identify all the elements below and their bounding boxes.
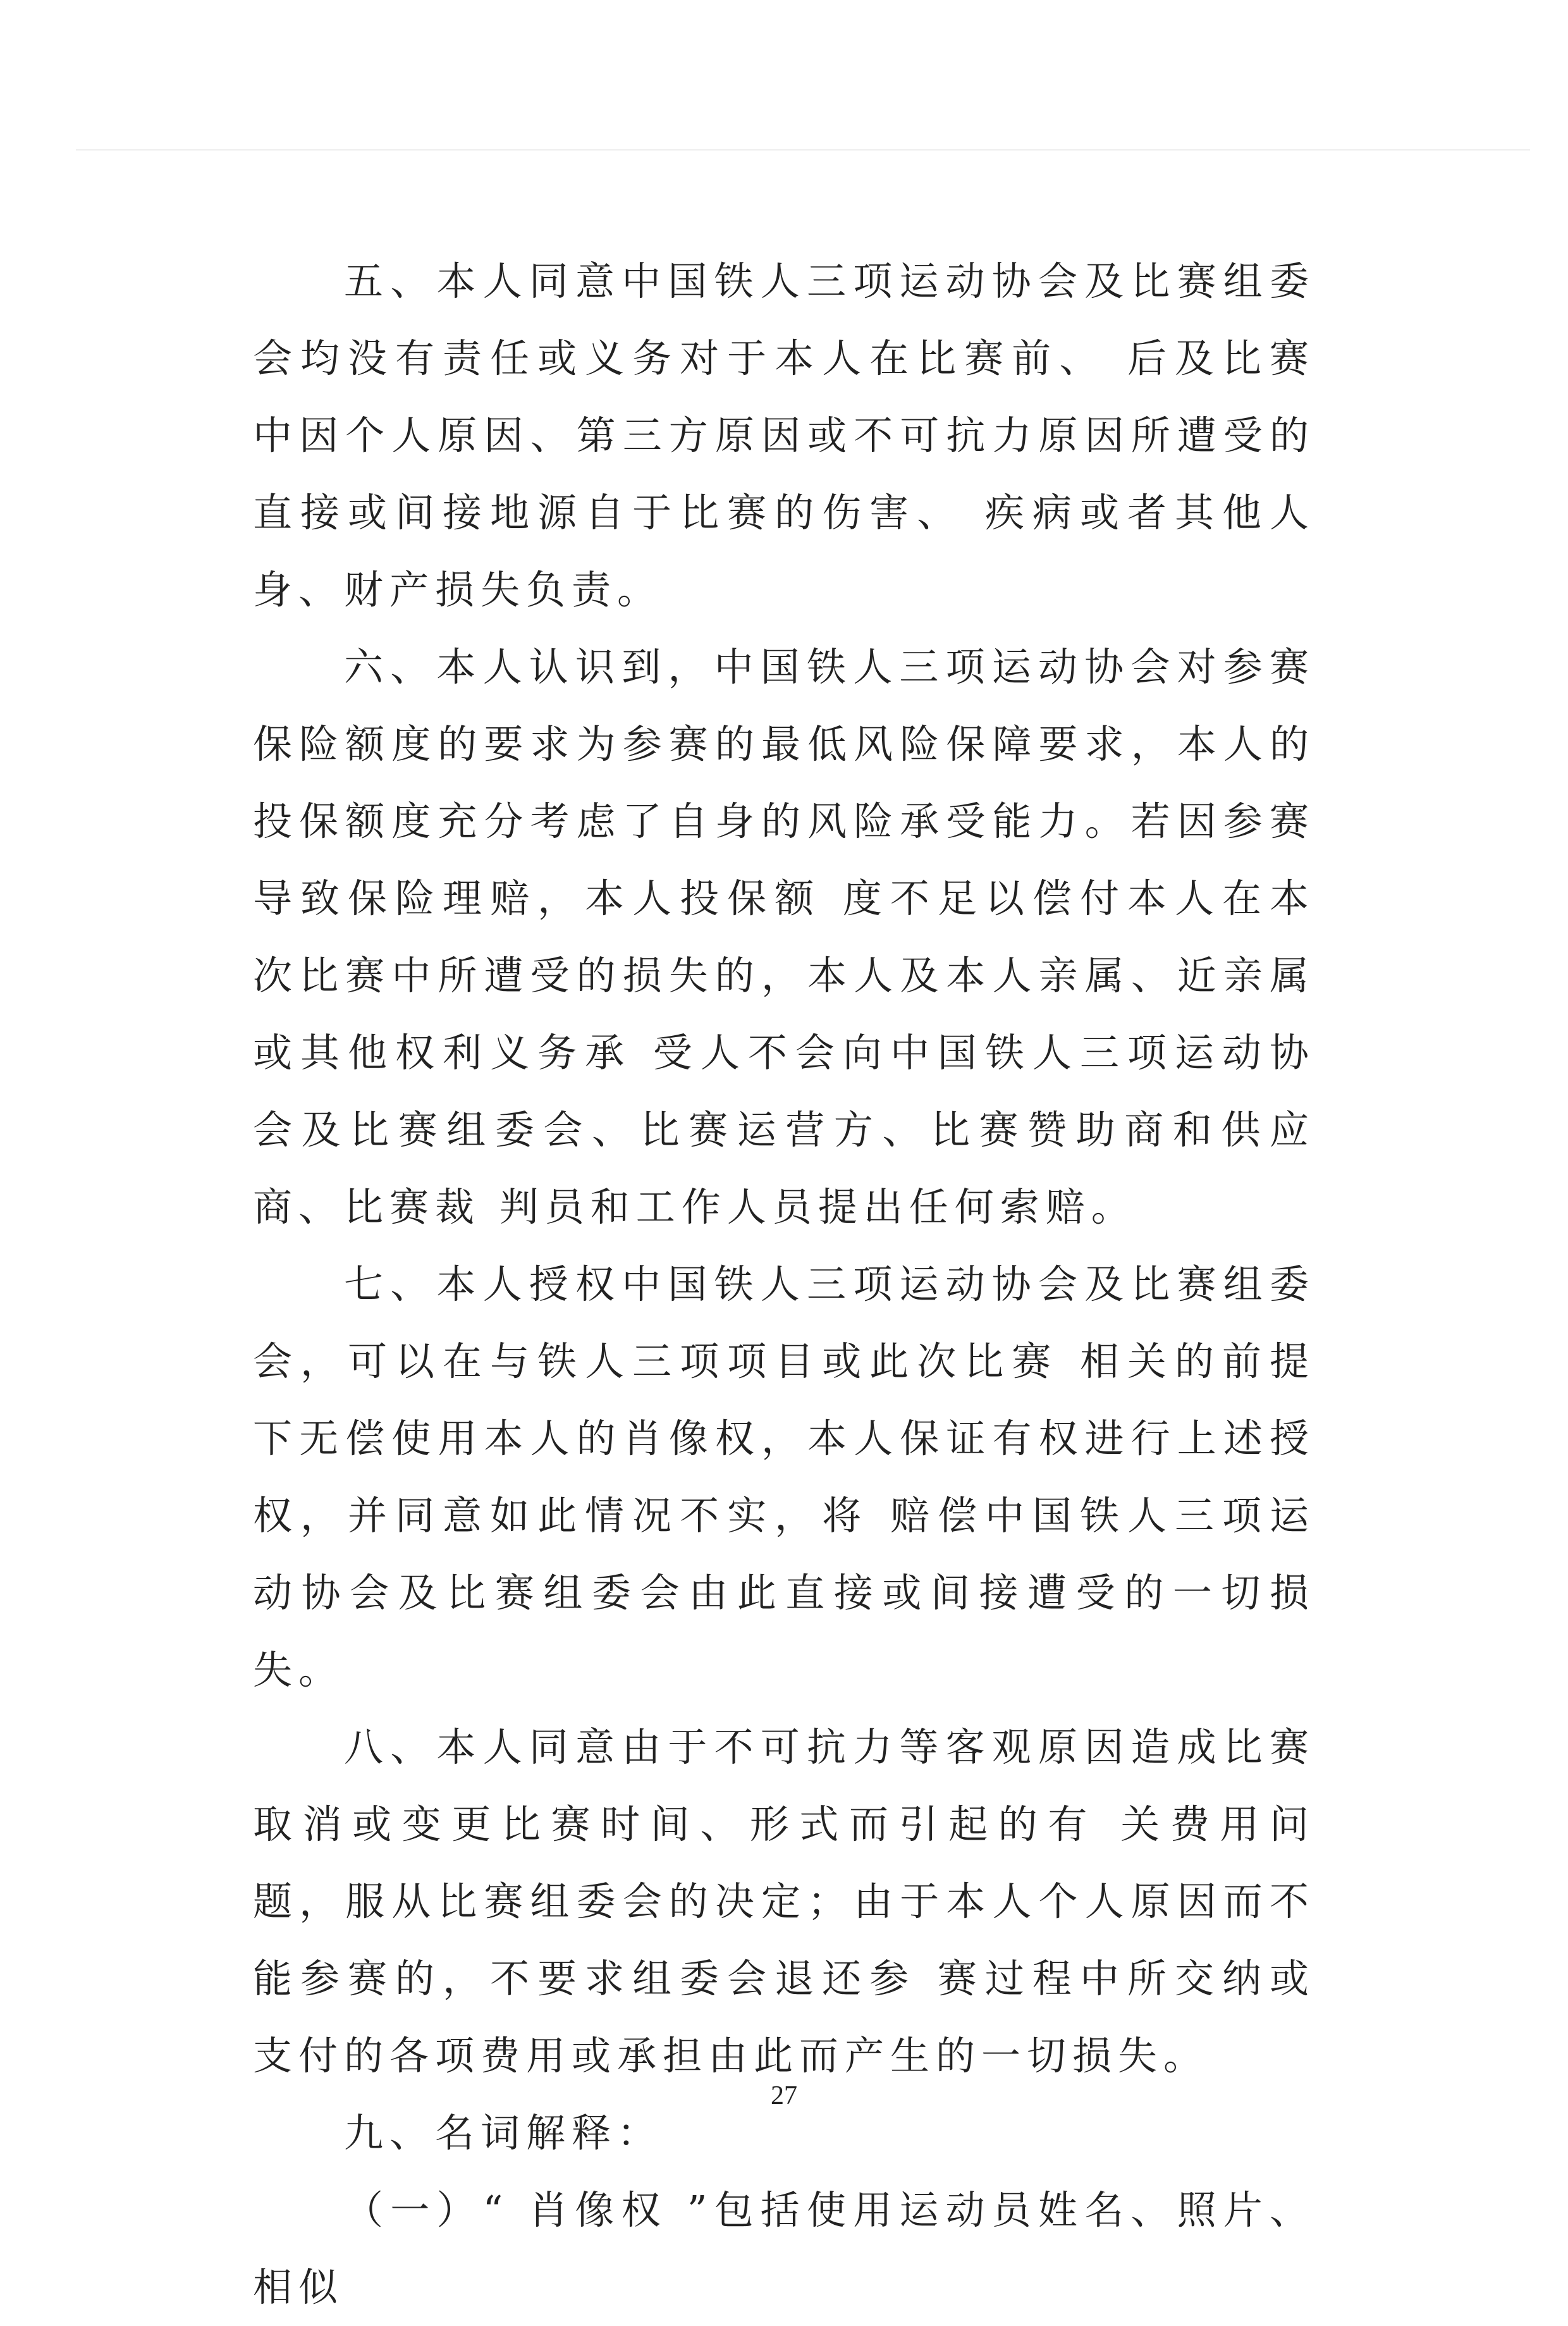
scan-edge-line (76, 149, 1530, 151)
clause-paragraph-8: 八、本人同意由于不可抗力等客观原因造成比赛取消或变更比赛时间、形式而引起的有 关费用问题，服从比赛组委会的决定；由于本人个人原因而不能参赛的，不要求组委会退还参 赛过程中所交纳或支付的各项费用或承担由此而产生的一切损失。 (253, 1724, 1315, 2079)
clause-paragraph-7: 七、本人授权中国铁人三项运动协会及比赛组委会，可以在与铁人三项项目或此次比赛 相关的前提下无偿使用本人的肖像权，本人保证有权进行上述授权，并同意如此情况不实，将 赔偿中国铁人三项运动协会及比赛组委会由此直接或间接遭受的一切损失。 (253, 1261, 1315, 1693)
clause-paragraph-5: 五、本人同意中国铁人三项运动协会及比赛组委会均没有责任或义务对于本人在比赛前、 后及比赛中因个人原因、第三方原因或不可抗力原因所遭受的直接或间接地源自于比赛的伤害、 疾病或者其他人身、财产损失负责。 (253, 258, 1315, 613)
definition-paragraph-1: （一）“ 肖像权 ”包括使用运动员姓名、照片、相似 (253, 2187, 1315, 2310)
clause-paragraph-6: 六、本人认识到，中国铁人三项运动协会对参赛保险额度的要求为参赛的最低风险保障要求，本人的投保额度充分考虑了自身的风险承受能力。若因参赛导致保险理赔，本人投保额 度不足以偿付本人在本次比赛中所遭受的损失的，本人及本人亲属、近亲属或其他权利义务承 受人不会向中国铁人三项运动协会及比赛组委会、比赛运营方、比赛赞助商和供应商、比赛裁 判员和工作人员提出任何索赔。 (253, 644, 1315, 1230)
page-number: 27 (771, 2081, 797, 2110)
document-body (253, 243, 1315, 2326)
clause-paragraph-9-heading: 九、名词解释： (344, 2110, 663, 2156)
